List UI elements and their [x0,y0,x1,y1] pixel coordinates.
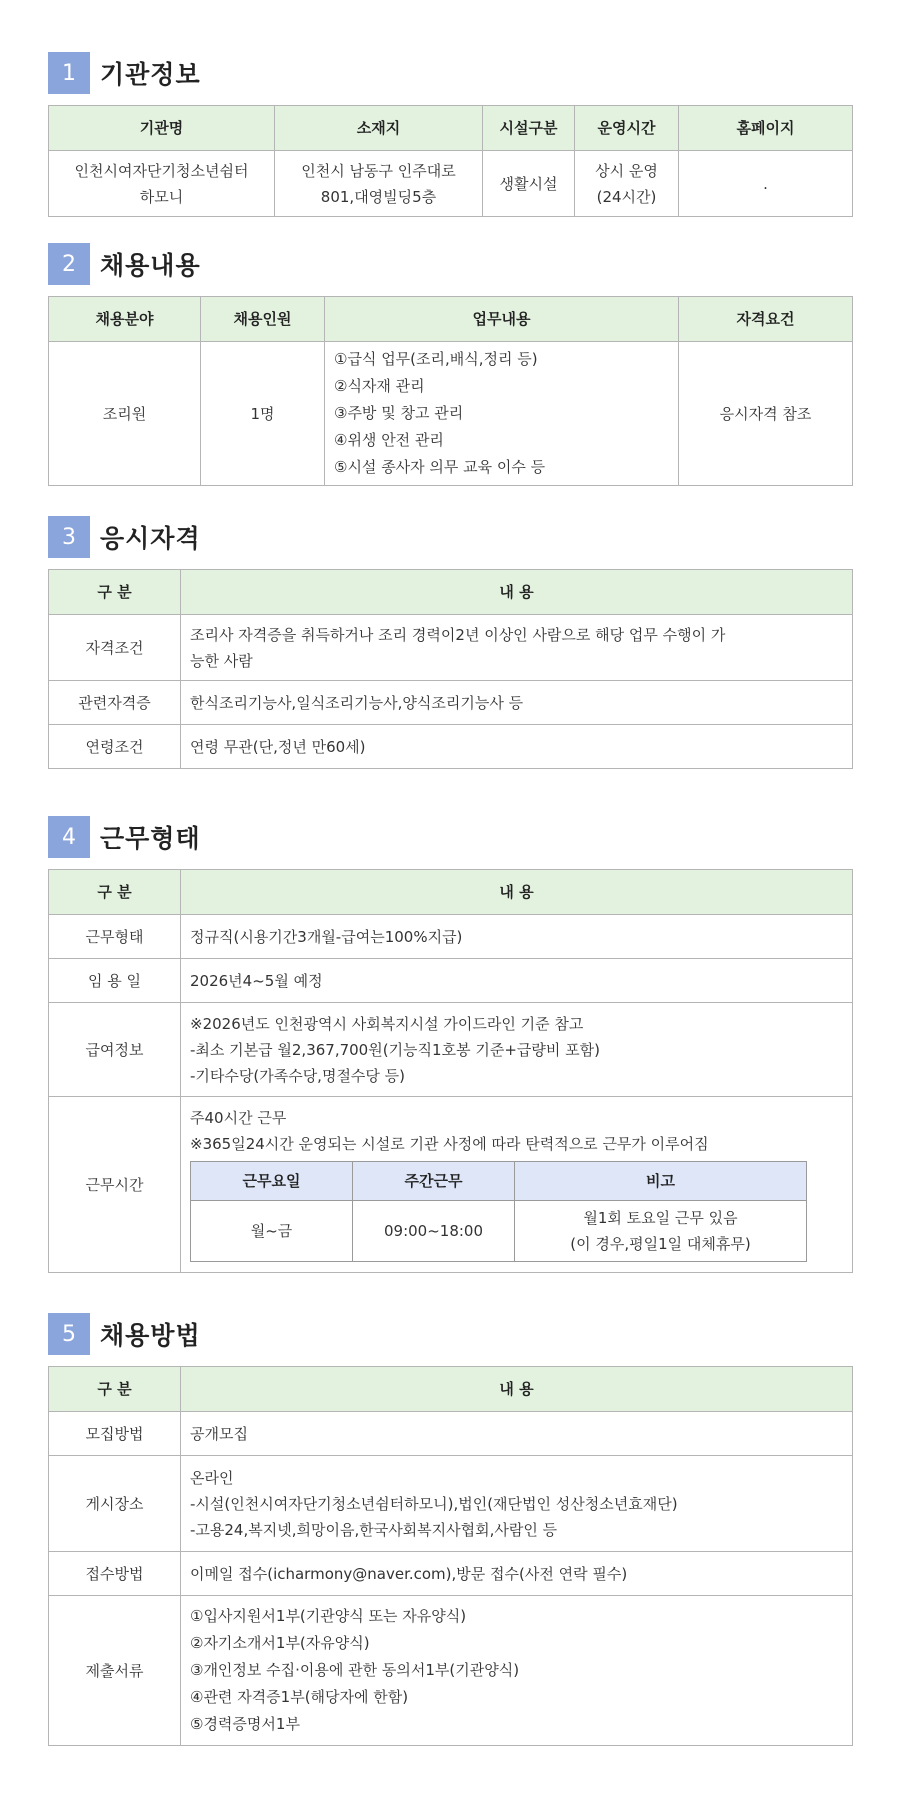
table-row [49,1003,853,1097]
work-hours: 09:00~18:00 [353,1201,515,1262]
row-label: 관련자격증 [49,681,181,725]
row-content: 정규직(시용기간3개월-급여는100%지급) [181,915,853,959]
row-content: 한식조리기능사,일식조리기능사,양식조리기능사 등 [181,681,853,725]
homepage: . [679,151,853,217]
recruitment-method-table [48,1366,853,1746]
work-days: 월~금 [191,1201,353,1262]
header-cell: 구 분 [49,570,181,615]
table-row [49,681,853,725]
operating-hours: 상시 운영 (24시간) [575,151,679,217]
row-label: 모집방법 [49,1412,181,1456]
section-header [48,1313,852,1355]
header-cell: 구 분 [49,870,181,915]
row-label: 급여정보 [49,1003,181,1097]
work-type-table [48,869,853,1273]
row-content: 주40시간 근무 ※365일24시간 운영되는 시설로 기관 사정에 따라 탄력적으로 근무가 이루어짐 근무요일 주간근무 비고 월~금 09:00~18:00 월1회 토요일 근무 있음 (이 경우,평일1일 대체휴무) [181,1097,853,1273]
work-note: 월1회 토요일 근무 있음 (이 경우,평일1일 대체휴무) [515,1201,807,1262]
eligibility-table [48,569,853,769]
row-content: 연령 무관(단,정년 만60세) [181,725,853,769]
row-content: 조리사 자격증을 취득하거나 조리 경력이2년 이상인 사람으로 해당 업무 수행이 가 능한 사람 [181,615,853,681]
table-row [49,1412,853,1456]
table-header-row [49,297,853,342]
header-cell: 채용인원 [201,297,325,342]
row-label: 임 용 일 [49,959,181,1003]
header-cell: 기관명 [49,106,275,151]
row-label: 제출서류 [49,1596,181,1746]
table-row [191,1201,807,1262]
header-cell: 구 분 [49,1367,181,1412]
section-header [48,243,852,285]
table-header-row [191,1162,807,1201]
job-duties: ①급식 업무(조리,배식,정리 등) ②식자재 관리 ③주방 및 창고 관리 ④위생 안전 관리 ⑤시설 종사자 의무 교육 이수 등 [325,342,679,486]
table-row [49,1097,853,1273]
table-header-row [49,1367,853,1412]
section-title: 채용방법 [100,1321,201,1350]
row-label: 접수방법 [49,1552,181,1596]
section-number: 4 [48,816,90,858]
institution-address: 인천시 남동구 인주대로 801,대영빌딩5층 [275,151,483,217]
header-cell: 운영시간 [575,106,679,151]
table-row [49,1596,853,1746]
section-number: 2 [48,243,90,285]
table-row [49,915,853,959]
header-cell: 소재지 [275,106,483,151]
row-content: 온라인 -시설(인천시여자단기청소년쉼터하모니),법인(재단법인 성산청소년효재단) -고용24,복지넷,희망이음,한국사회복지사협회,사람인 등 [181,1456,853,1552]
section-institution-info [48,52,852,217]
section-title: 기관정보 [100,60,201,89]
section-title: 응시자격 [100,524,201,553]
table-row [49,1552,853,1596]
table-header-row [49,870,853,915]
header-cell: 내 용 [181,1367,853,1412]
work-schedule-table [190,1161,807,1262]
header-cell: 주간근무 [353,1162,515,1201]
row-label: 근무시간 [49,1097,181,1273]
row-content: ※2026년도 인천광역시 사회복지시설 가이드라인 기준 참고 -최소 기본급 월2,367,700원(기능직1호봉 기준+급량비 포함) -기타수당(가족수당,명절수당 등) [181,1003,853,1097]
section-header [48,52,852,94]
recruitment-table [48,296,853,486]
section-title: 근무형태 [100,824,201,853]
institution-table [48,105,853,217]
table-row [49,725,853,769]
row-label: 근무형태 [49,915,181,959]
row-content: 2026년4~5월 예정 [181,959,853,1003]
header-cell: 내 용 [181,870,853,915]
header-cell: 내 용 [181,570,853,615]
qualification: 응시자격 참조 [679,342,853,486]
section-recruitment-content [48,243,852,486]
section-number: 5 [48,1313,90,1355]
row-label: 게시장소 [49,1456,181,1552]
table-row [49,1456,853,1552]
section-header [48,516,852,558]
header-cell: 업무내용 [325,297,679,342]
section-number: 1 [48,52,90,94]
facility-type: 생활시설 [483,151,575,217]
table-header-row [49,106,853,151]
row-label: 연령조건 [49,725,181,769]
table-row [49,615,853,681]
header-cell: 채용분야 [49,297,201,342]
header-cell: 비고 [515,1162,807,1201]
header-cell: 시설구분 [483,106,575,151]
row-content: 공개모집 [181,1412,853,1456]
job-field: 조리원 [49,342,201,486]
section-recruitment-method [48,1313,852,1746]
table-header-row [49,570,853,615]
section-eligibility [48,516,852,769]
table-row [49,342,853,486]
header-cell: 근무요일 [191,1162,353,1201]
section-title: 채용내용 [100,251,201,280]
row-content: ①입사지원서1부(기관양식 또는 자유양식) ②자기소개서1부(자유양식) ③개인정보 수집·이용에 관한 동의서1부(기관양식) ④관련 자격증1부(해당자에 한함) ⑤경력증명서1부 [181,1596,853,1746]
institution-name: 인천시여자단기청소년쉼터 하모니 [49,151,275,217]
header-cell: 자격요건 [679,297,853,342]
table-row [49,151,853,217]
headcount: 1명 [201,342,325,486]
row-content: 이메일 접수(icharmony@naver.com),방문 접수(사전 연락 필수) [181,1552,853,1596]
table-row [49,959,853,1003]
section-work-type [48,816,852,1273]
row-label: 자격조건 [49,615,181,681]
section-header [48,816,852,858]
section-number: 3 [48,516,90,558]
header-cell: 홈페이지 [679,106,853,151]
